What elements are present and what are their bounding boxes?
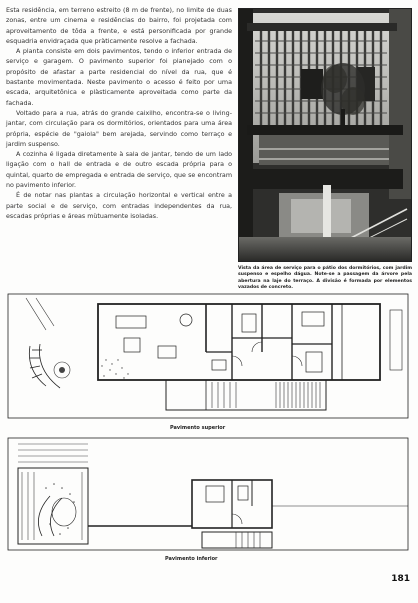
photo-caption: Vista da área de serviço para o pátio dos dormitórios, com jardim suspenso e espelho dágua. Note-se a passagem da árvore pela abertura na laje do terraço. A divisão é formada por elementos vazados de concreto. — [238, 266, 412, 291]
page-number: 181 — [391, 574, 410, 584]
upper-floor-plan — [6, 290, 412, 422]
article-paragraph: Esta residência, em terreno estreito (8 m de frente), no limite de duas zonas, entre um cinema e residências do bairro, foi projetada com aproveitamento de tôda a frente, e está personificada por grande esquadria envidraçada que pràticamente resolve a fachada. — [6, 7, 232, 45]
article-body — [6, 6, 232, 222]
article-paragraph: Voltado para a rua, atrás do grande caixilho, encontra-se o living-jantar, com circulação para os dormitórios, orientados para uma área própria, espécie de "gaiola" bem arejada, servindo como terraço e jardim suspenso. — [6, 109, 232, 148]
lower-floor-plan — [6, 436, 412, 554]
article-paragraph: A planta consiste em dois pavimentos, tendo o inferior entrada de serviço e garagem. O pavimento superior foi planejado com o propósito de afastar a parte residencial do nível da rua, que é bastante movimentada. Neste pavimento o acesso é feito por uma escada, arquitetônica e plàsticamente aproveitada como parte da fachada. — [6, 48, 232, 107]
lower-plan-label: Pavimento inferior — [165, 556, 218, 562]
article-paragraph: A cozinha é ligada diretamente à sala de jantar, tendo de um lado ligação com o hall de entrada e de outro escada própria para o quintal, quarto de empregada e entrada de serviço, que se encontram no pavimento inferior. — [6, 151, 232, 190]
courtyard-photo — [238, 8, 412, 262]
article-paragraph: É de notar nas plantas a circulação horizontal e vertical entre a parte social e de serviço, com entradas independentes da rua, escadas próprias e áreas mùtuamente isoladas. — [6, 192, 232, 220]
upper-plan-label: Pavimento superior — [170, 425, 226, 431]
